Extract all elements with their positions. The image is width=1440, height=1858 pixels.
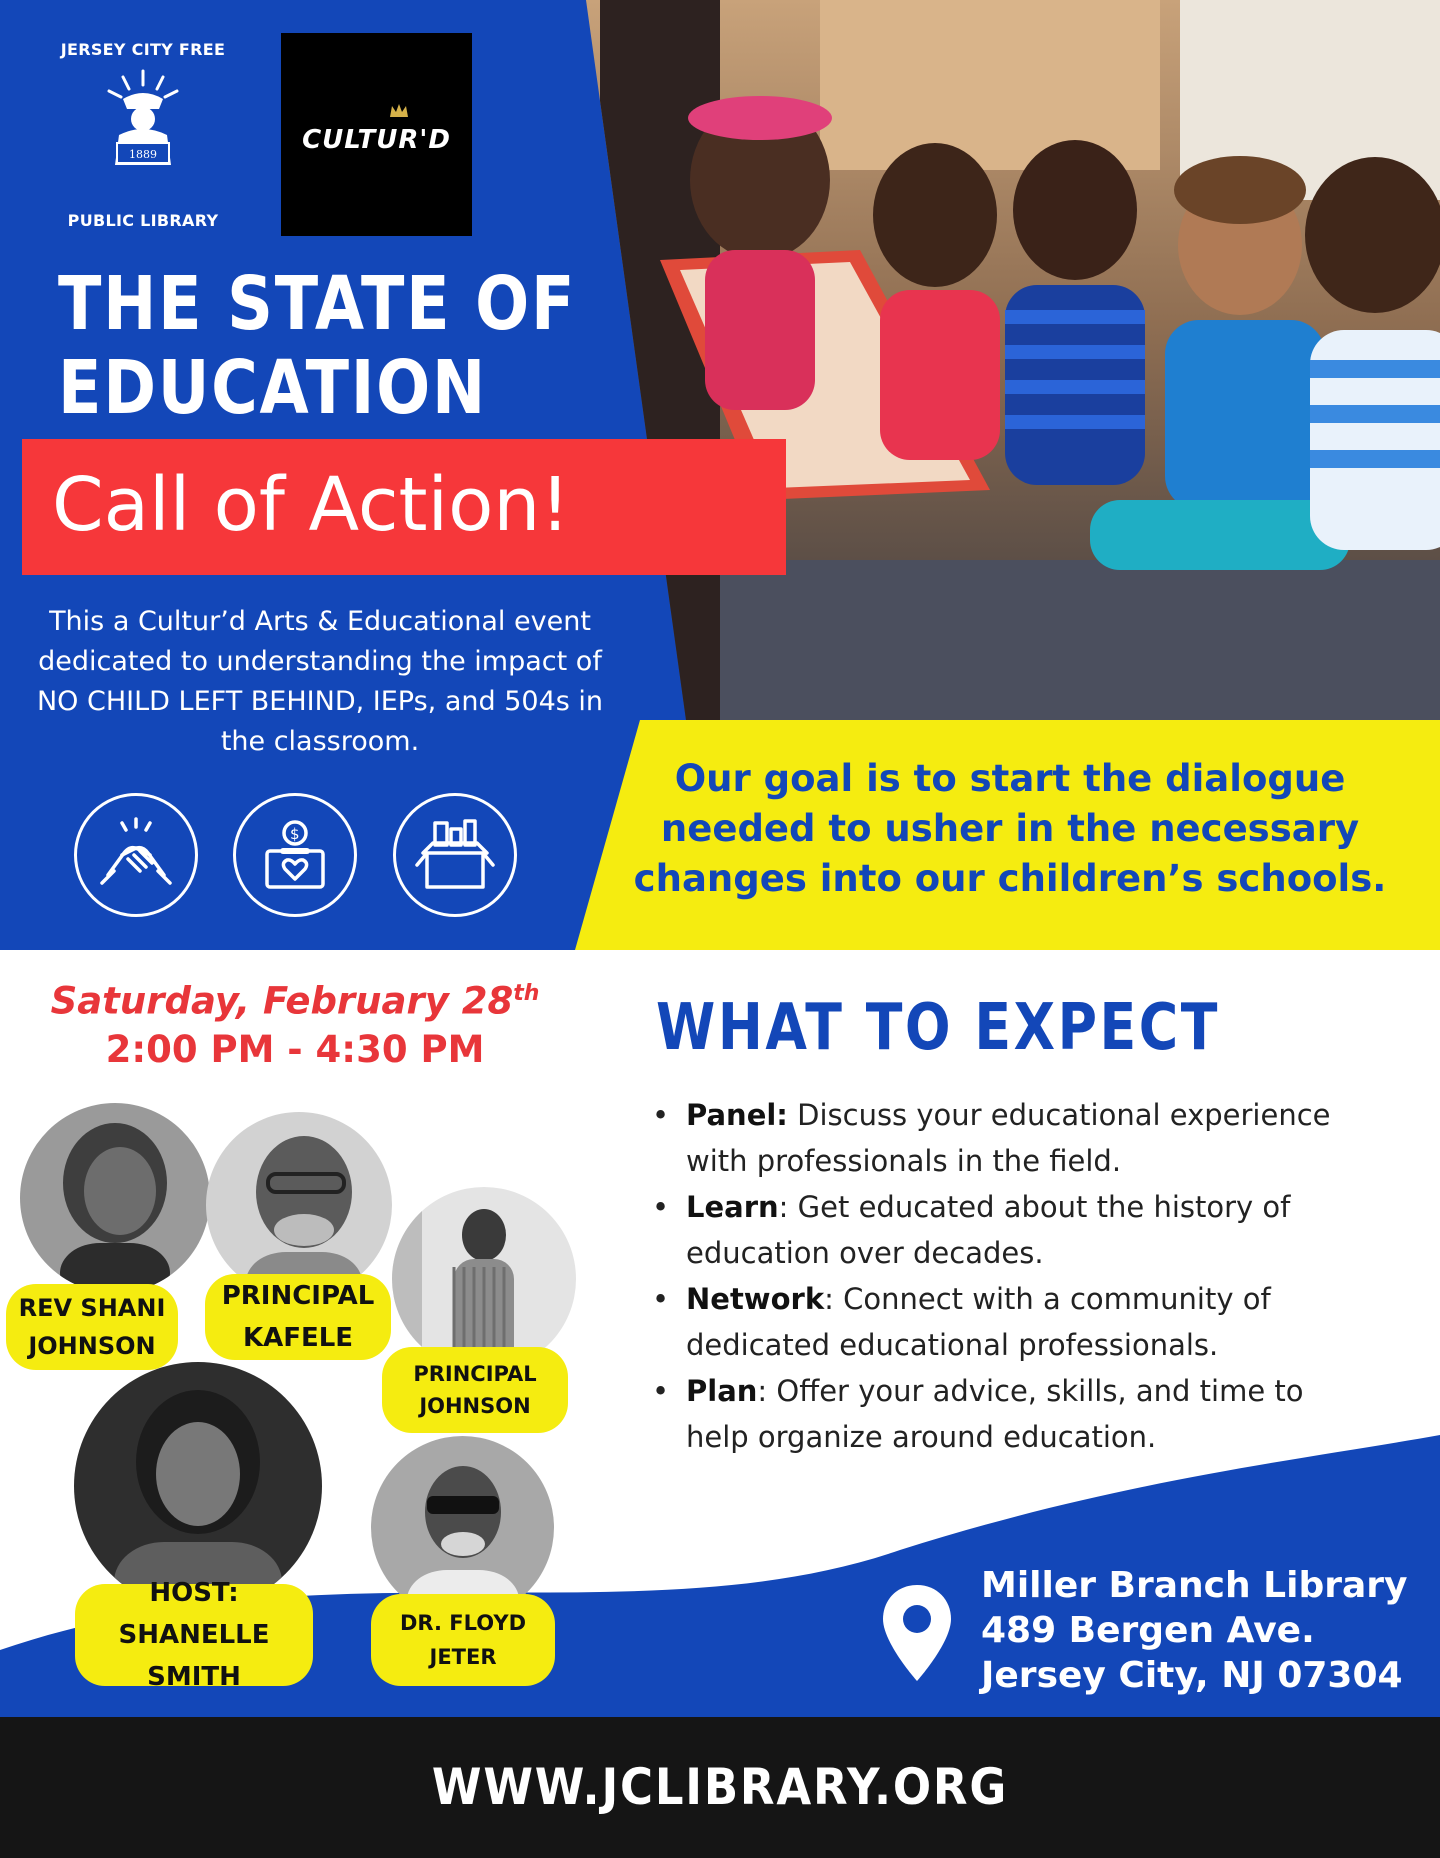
speaker-name-tag — [6, 1284, 178, 1370]
location-address — [981, 1563, 1407, 1698]
svg-text:$: $ — [290, 825, 300, 843]
culturd-logo — [281, 33, 472, 236]
culturd-logo-text: CULTUR'D — [302, 125, 451, 155]
event-title — [58, 261, 577, 431]
speaker-photo — [206, 1112, 392, 1298]
speaker-photo — [20, 1103, 210, 1293]
library-logo-year: 1889 — [129, 148, 157, 161]
library-logo-bottom-text: PUBLIC LIBRARY — [67, 211, 219, 230]
handshake-icon — [74, 793, 198, 917]
library-logo — [52, 40, 234, 230]
expect-heading: WHAT TO EXPECT — [656, 991, 1220, 1065]
event-date-text: Saturday, February 28 — [50, 979, 514, 1023]
event-time: 2:00 PM - 4:30 PM — [105, 1028, 485, 1071]
expect-item-learn — [648, 1184, 1348, 1276]
supply-box-icon — [393, 793, 517, 917]
event-date-suffix: th — [513, 981, 540, 1006]
speaker-name: REV SHANI JOHNSON — [18, 1294, 166, 1360]
speaker-name-tag — [371, 1594, 555, 1686]
speaker-name: DR. FLOYD JETER — [400, 1611, 526, 1669]
expect-list — [648, 1092, 1348, 1460]
location-city: Jersey City, NJ 07304 — [981, 1655, 1403, 1696]
speaker-name: HOST: SHANELLE SMITH — [118, 1578, 270, 1692]
event-date — [30, 966, 560, 1029]
donation-box-icon — [233, 793, 357, 917]
location-name: Miller Branch Library — [981, 1565, 1408, 1606]
expect-text: Discuss your educational experience with professionals in the field. — [686, 1098, 1331, 1178]
expect-text: : Get educated about the history of education over decades. — [686, 1190, 1291, 1270]
statue-of-liberty-icon — [87, 65, 199, 177]
website-link[interactable]: WWW.JCLIBRARY.ORG — [431, 1758, 1009, 1816]
speaker-name-tag — [205, 1274, 391, 1360]
expect-item-plan — [648, 1368, 1348, 1460]
expect-term: Panel: — [686, 1098, 788, 1132]
speaker-name-tag — [382, 1347, 568, 1433]
call-to-action-text: Call of Action! — [52, 462, 570, 548]
goal-statement: Our goal is to start the dialogue needed to usher in the necessary changes into our children’s schools. — [633, 757, 1387, 900]
title-line-1: THE STATE OF — [58, 261, 577, 347]
expect-text: : Offer your advice, skills, and time to help organize around education. — [686, 1374, 1304, 1454]
expect-term: Plan — [686, 1374, 758, 1408]
location-pin-icon — [880, 1583, 954, 1683]
event-description: This a Cultur’d Arts & Educational event dedicated to understanding the impact of NO CHILD LEFT BEHIND, IEPs, and 504s in the classroom. — [36, 606, 604, 757]
title-line-2: EDUCATION — [58, 345, 487, 431]
speaker-name: PRINCIPAL JOHNSON — [413, 1362, 537, 1418]
speaker-name: PRINCIPAL KAFELE — [221, 1281, 375, 1353]
speaker-photo — [392, 1187, 576, 1371]
crown-icon — [389, 103, 409, 119]
expect-item-panel — [648, 1092, 1348, 1184]
speaker-photo — [371, 1436, 554, 1619]
speaker-name-tag — [75, 1578, 313, 1692]
library-logo-top-text: JERSEY CITY FREE — [60, 40, 226, 59]
location-street: 489 Bergen Ave. — [981, 1610, 1315, 1651]
expect-text: : Connect with a community of dedicated educational professionals. — [686, 1282, 1271, 1362]
expect-term: Learn — [686, 1190, 779, 1224]
expect-item-network — [648, 1276, 1348, 1368]
expect-term: Network — [686, 1282, 825, 1316]
